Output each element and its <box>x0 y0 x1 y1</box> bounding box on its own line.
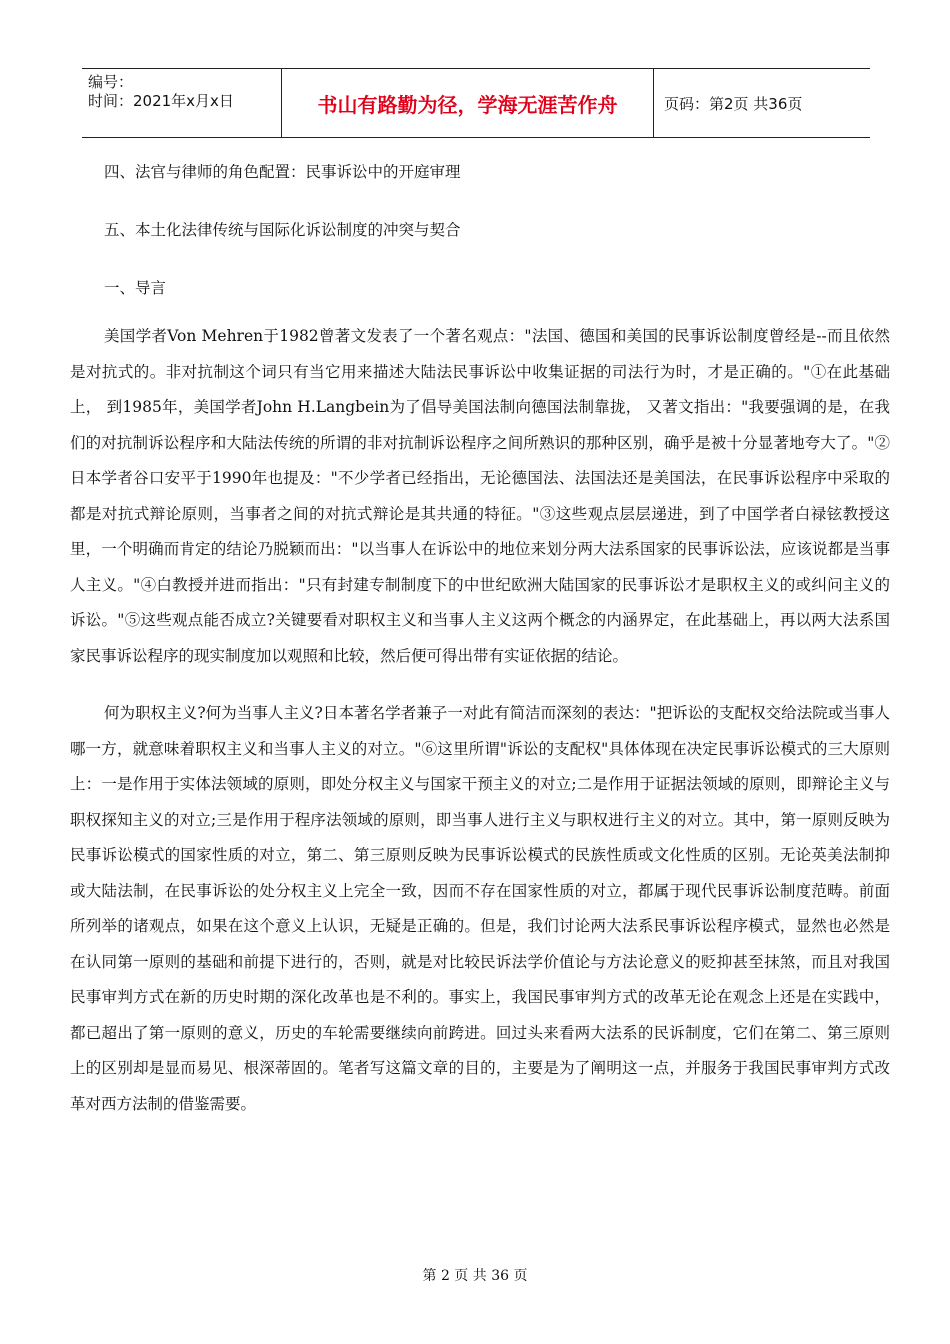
outline-item-5: 五、本土化法律传统与国际化诉讼制度的冲突与契合 <box>104 221 461 239</box>
header-motto: 书山有路勤为径，学海无涯苦作舟 <box>282 69 654 137</box>
section-heading-introduction: 一、导言 <box>104 279 167 297</box>
body-paragraph: 美国学者Von Mehren于1982曾著文发表了一个著名观点："法国、德国和美国的民事诉讼制度曾经是--而且依然是对抗式的。非对抗制这个词只有当它用来描述大陆法民事诉讼中收集证据的司法行为时，才是正确的。"①在此基础上， 到1985年，美国学者John H.Langbein为了倡导美国法制向德国法制靠拢， 又著文指出："我要强调的是，在我们的对抗制诉讼程序和大陆法传统的所谓的非对抗制诉讼程序之间所熟识的那种区别，确乎是被十分显著地夸大了。"②日本学者谷口安平于1990年也提及："不少学者已经指出，无论德国法、法国法还是美国法，在民事诉讼程序中采取的都是对抗式辩论原则，当事者之间的对抗式辩论是其共通的特征。"③这些观点层层递进，到了中国学者白禄铉教授这里，一个明确而肯定的结论乃脱颖而出："以当事人在诉讼中的地位来划分两大法系国家的民事诉讼法，应该说都是当事人主义。"④白教授并进而指出："只有封建专制制度下的中世纪欧洲大陆国家的民事诉讼才是职权主义的或纠问主义的诉讼。"⑤这些观点能否成立?关键要看对职权主义和当事人主义这两个概念的内涵界定，在此基础上，再以两大法系国家民事诉讼程序的现实制度加以观照和比较，然后便可得出带有实证依据的结论。 <box>70 327 890 665</box>
page-footer: 第 2 页 共 36 页 <box>422 1268 528 1284</box>
document-body <box>70 148 890 1122</box>
page-header <box>82 68 870 138</box>
body-paragraph: 何为职权主义?何为当事人主义?日本著名学者兼子一对此有简洁而深刻的表达："把诉讼的支配权交给法院或当事人哪一方，就意味着职权主义和当事人主义的对立。"⑥这里所谓"诉讼的支配权"具体体现在决定民事诉讼模式的三大原则上：一是作用于实体法领域的原则，即处分权主义与国家干预主义的对立;二是作用于证据法领域的原则，即辩论主义与职权探知主义的对立;三是作用于程序法领域的原则，即当事人进行主义与职权进行主义的对立。其中，第一原则反映为民事诉讼模式的国家性质的对立，第二、第三原则反映为民事诉讼模式的民族性质或文化性质的区别。无论英美法制抑或大陆法制，在民事诉讼的处分权主义上完全一致，因而不存在国家性质的对立，都属于现代民事诉讼制度范畴。前面所列举的诸观点，如果在这个意义上认识，无疑是正确的。但是，我们讨论两大法系民事诉讼程序模式，显然也必然是在认同第一原则的基础和前提下进行的，否则，就是对比较民诉法学价值论与方法论意义的贬抑甚至抹煞，而且对我国民事审判方式在新的历史时期的深化改革也是不利的。事实上，我国民事审判方式的改革无论在观念上还是在实践中，都已超出了第一原则的意义，历史的车轮需要继续向前跨进。回过头来看两大法系的民诉制度，它们在第二、第三原则上的区别却是显而易见、根深蒂固的。笔者写这篇文章的目的，主要是为了阐明这一点，并服务于我国民事审判方式改革对西方法制的借鉴需要。 <box>70 704 890 1113</box>
document-number-label: 编号： <box>88 73 134 91</box>
header-meta <box>82 69 282 137</box>
outline-item-4: 四、法官与律师的角色配置：民事诉讼中的开庭审理 <box>104 163 461 181</box>
header-page-label: 页码：第2页 共36页 <box>664 94 803 113</box>
document-time-label: 时间：2021年x月x日 <box>88 92 234 110</box>
